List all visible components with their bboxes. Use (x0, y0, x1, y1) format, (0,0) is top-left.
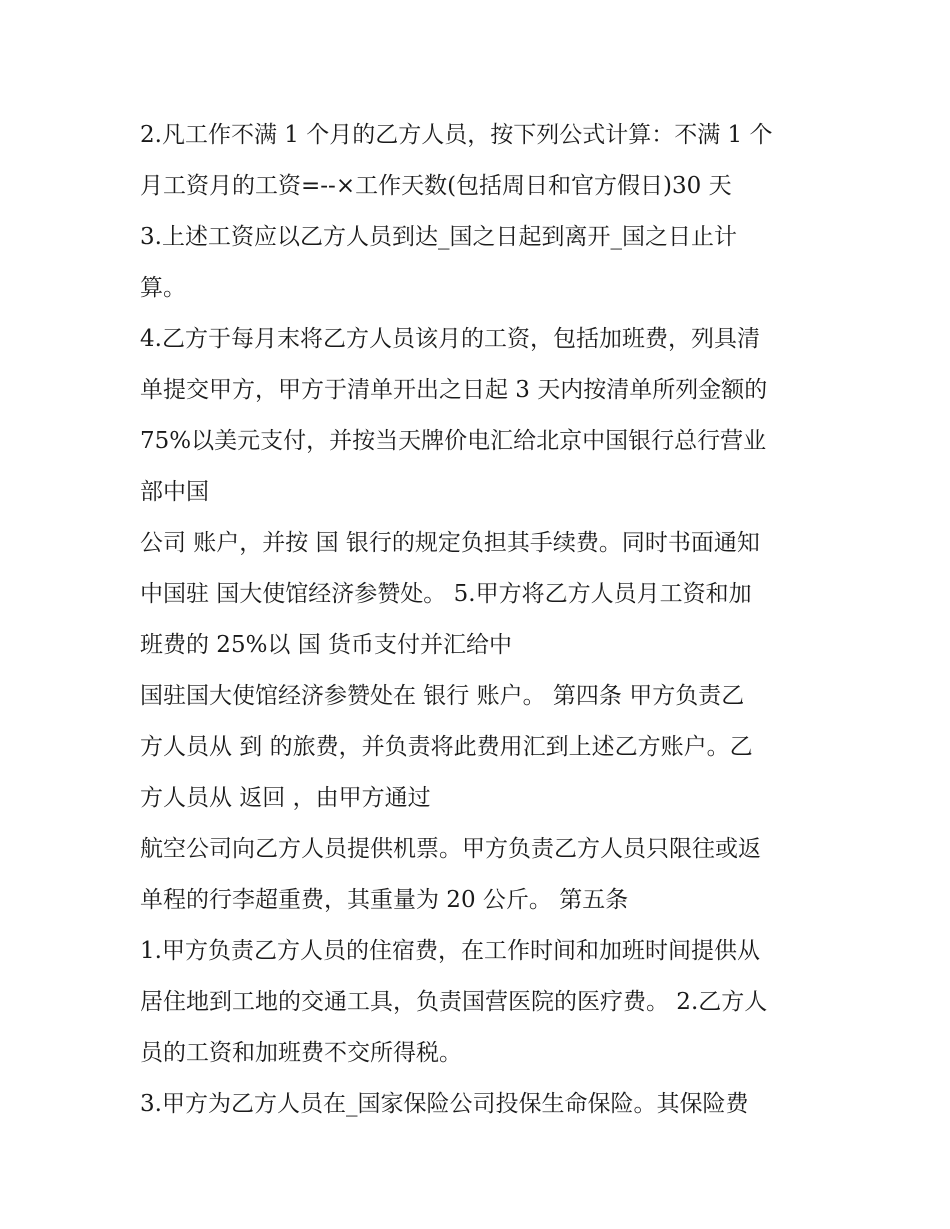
text-line: 中国驻 国大使馆经济参赞处。 5.甲方将乙方人员月工资和加 (140, 581, 752, 607)
text-line: 国驻国大使馆经济参赞处在 银行 账户。 第四条 甲方负责乙 (140, 683, 745, 709)
text-line: 班费的 25%以 国 货币支付并汇给中 (140, 632, 513, 658)
text-line: 月工资月的工资=--×工作天数(包括周日和官方假日)30 天 (140, 173, 732, 199)
text-line: 算。 (140, 275, 186, 301)
text-line: 75%以美元支付，并按当天牌价电汇给北京中国银行总行营业 (140, 428, 767, 454)
text-line: 方人员从 返回 ，由甲方通过 (140, 785, 431, 811)
text-line: 航空公司向乙方人员提供机票。甲方负责乙方人员只限往或返 (140, 836, 761, 862)
text-line: 居住地到工地的交通工具，负责国营医院的医疗费。 2.乙方人 (140, 989, 768, 1015)
text-line: 单程的行李超重费，其重量为 20 公斤。 第五条 (140, 887, 629, 913)
text-line: 2.凡工作不满 1 个月的乙方人员，按下列公式计算：不满 1 个 (140, 122, 773, 148)
text-line: 方人员从 到 的旅费，并负责将此费用汇到上述乙方账户。乙 (140, 734, 753, 760)
text-line: 单提交甲方，甲方于清单开出之日起 3 天内按清单所列金额的 (140, 377, 768, 403)
text-line: 1.甲方负责乙方人员的住宿费，在工作时间和加班时间提供从 (140, 938, 760, 964)
text-line: 3.上述工资应以乙方人员到达_国之日起到离开_国之日止计 (140, 224, 737, 250)
text-line: 部中国 (140, 479, 209, 505)
text-line: 3.甲方为乙方人员在_国家保险公司投保生命保险。其保险费 (140, 1091, 749, 1117)
text-line: 公司 账户，并按 国 银行的规定负担其手续费。同时书面通知 (140, 530, 760, 556)
contract-text (140, 110, 830, 1130)
text-line: 员的工资和加班费不交所得税。 (140, 1040, 462, 1066)
text-line: 4.乙方于每月末将乙方人员该月的工资，包括加班费，列具清 (140, 326, 760, 352)
